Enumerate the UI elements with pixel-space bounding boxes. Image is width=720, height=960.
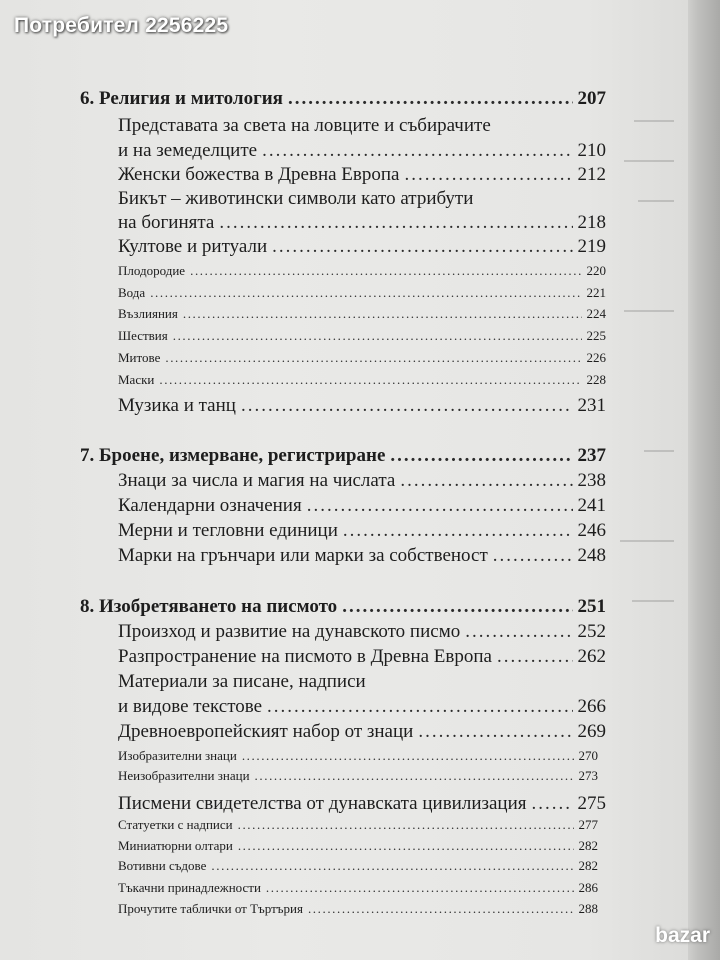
- page-number: 221: [586, 285, 606, 300]
- toc-subentry: [118, 901, 598, 917]
- entry-label: Произход и развитие на дунавското писмо: [118, 621, 461, 642]
- page-number: 286: [578, 880, 598, 895]
- toc-subentry: [118, 306, 606, 322]
- leader-dots: [404, 164, 572, 186]
- page-number: 228: [586, 372, 606, 387]
- page-number: 248: [577, 545, 606, 566]
- page-number: 226: [586, 350, 606, 365]
- toc-subentry: [118, 748, 598, 764]
- leader-dots: [266, 880, 574, 896]
- leader-dots: [390, 445, 572, 467]
- leader-dots: [418, 721, 572, 743]
- page-number: 275: [577, 793, 606, 814]
- leader-dots: [219, 212, 572, 234]
- entry-label: Музика и танц: [118, 395, 236, 416]
- leader-dots: [211, 858, 573, 874]
- leader-dots: [238, 838, 574, 854]
- leader-dots: [272, 236, 572, 258]
- leader-dots: [465, 621, 572, 643]
- leader-dots: [307, 495, 573, 517]
- leader-dots: [342, 596, 572, 618]
- entry-label: Календарни означения: [118, 495, 302, 516]
- leader-dots: [255, 768, 574, 784]
- chapter-title: 6. Религия и митология: [80, 88, 283, 109]
- toc-subentry: [118, 372, 606, 388]
- toc-entry: [118, 164, 606, 186]
- page-number: 237: [577, 445, 606, 466]
- page-number: 231: [577, 395, 606, 416]
- page-number: 251: [577, 596, 606, 617]
- entry-label: Статуетки с надписи: [118, 817, 233, 832]
- page-number: 252: [577, 621, 606, 642]
- page-number: 224: [586, 306, 606, 321]
- toc-entry: [118, 696, 606, 718]
- leader-dots: [238, 817, 574, 833]
- chapter-title: 7. Броене, измерване, регистриране: [80, 445, 386, 466]
- toc-entry: [118, 646, 606, 668]
- page-number: 273: [578, 768, 598, 783]
- toc-chapter-6: [80, 88, 606, 110]
- entry-label: Митове: [118, 350, 161, 365]
- page-number: 288: [578, 901, 598, 916]
- leader-dots: [183, 306, 582, 322]
- toc-entry: [118, 621, 606, 643]
- toc-entry: [118, 545, 606, 567]
- entry-label: Маски: [118, 372, 155, 387]
- page-number: 266: [577, 696, 606, 717]
- entry-label: Изобразителни знаци: [118, 748, 237, 763]
- entry-label: Женски божества в Древна Европа: [118, 164, 400, 185]
- toc-entry: [118, 140, 606, 162]
- page-number: 219: [577, 236, 606, 257]
- entry-label: на богинята: [118, 212, 215, 233]
- page-number: 210: [577, 140, 606, 161]
- toc-subentry: [118, 768, 598, 784]
- entry-label: Шествия: [118, 328, 168, 343]
- page-number: 282: [578, 858, 598, 873]
- toc-entry: [118, 793, 606, 815]
- entry-label: Древноевропейският набор от знаци: [118, 721, 414, 742]
- chapter-title: 8. Изобретяването на писмото: [80, 596, 338, 617]
- toc-entry-line1: Материали за писане, надписи: [118, 671, 366, 692]
- page-edge: [688, 0, 720, 960]
- leader-dots: [267, 696, 572, 718]
- bazar-logo: bazar: [655, 924, 710, 947]
- toc-subentry: [118, 858, 598, 874]
- entry-label: Знаци за числа и магия на числата: [118, 470, 396, 491]
- toc-subentry: [118, 328, 606, 344]
- entry-label: и на земеделците: [118, 140, 258, 161]
- entry-label: Вотивни съдове: [118, 858, 207, 873]
- page-number: 207: [577, 88, 606, 109]
- entry-label: Възлияния: [118, 306, 178, 321]
- toc-entry: [118, 470, 606, 492]
- toc-entry: [118, 212, 606, 234]
- entry-label: Неизобразителни знаци: [118, 768, 250, 783]
- toc-entry: [118, 236, 606, 258]
- page-number: 238: [577, 470, 606, 491]
- leader-dots: [497, 646, 573, 668]
- toc-subentry: [118, 263, 606, 279]
- toc-subentry: [118, 838, 598, 854]
- entry-label: Марки на грънчари или марки за собственост: [118, 545, 488, 566]
- leader-dots: [241, 395, 573, 417]
- entry-label: Мерни и тегловни единици: [118, 520, 338, 541]
- entry-label: Миниатюрни олтари: [118, 838, 233, 853]
- page-number: 262: [577, 646, 606, 667]
- toc-entry: [118, 495, 606, 517]
- leader-dots: [262, 140, 572, 162]
- page-number: 282: [578, 838, 598, 853]
- toc-subentry: [118, 350, 606, 366]
- toc-entry: [118, 721, 606, 743]
- page-number: 212: [577, 164, 606, 185]
- entry-label: Прочутите таблички от Търтърия: [118, 901, 303, 916]
- leader-dots: [173, 328, 582, 344]
- leader-dots: [150, 285, 581, 301]
- page-number: 218: [577, 212, 606, 233]
- page-number: 270: [578, 748, 598, 763]
- leader-dots: [532, 793, 573, 815]
- user-watermark: Потребител 2256225: [14, 14, 229, 37]
- entry-label: Тъкачни принадлежности: [118, 880, 261, 895]
- entry-label: Вода: [118, 285, 146, 300]
- entry-label: Писмени свидетелства от дунавската цивилизация: [118, 793, 527, 814]
- leader-dots: [308, 901, 574, 917]
- toc-subentry: [118, 285, 606, 301]
- toc-subentry: [118, 817, 598, 833]
- toc-entry: [118, 395, 606, 417]
- page-number: 269: [577, 721, 606, 742]
- toc-entry-line1: Представата за света на ловците и събирачите: [118, 115, 491, 136]
- leader-dots: [493, 545, 573, 567]
- toc-subentry: [118, 880, 598, 896]
- toc-chapter-8: [80, 596, 606, 618]
- entry-label: Плодородие: [118, 263, 186, 278]
- leader-dots: [288, 88, 573, 110]
- leader-dots: [165, 350, 581, 366]
- toc-entry-line1: Бикът – животински символи като атрибути: [118, 188, 474, 209]
- entry-label: Разпространение на писмото в Древна Европа: [118, 646, 492, 667]
- page-number: 220: [586, 263, 606, 278]
- leader-dots: [242, 748, 574, 764]
- page-number: 246: [577, 520, 606, 541]
- toc-entry: [118, 520, 606, 542]
- toc-chapter-7: [80, 445, 606, 467]
- page-number: 241: [577, 495, 606, 516]
- page-number: 277: [578, 817, 598, 832]
- entry-label: Култове и ритуали: [118, 236, 268, 257]
- leader-dots: [400, 470, 572, 492]
- page-number: 225: [586, 328, 606, 343]
- leader-dots: [159, 372, 581, 388]
- entry-label: и видове текстове: [118, 696, 263, 717]
- leader-dots: [190, 263, 581, 279]
- leader-dots: [343, 520, 573, 542]
